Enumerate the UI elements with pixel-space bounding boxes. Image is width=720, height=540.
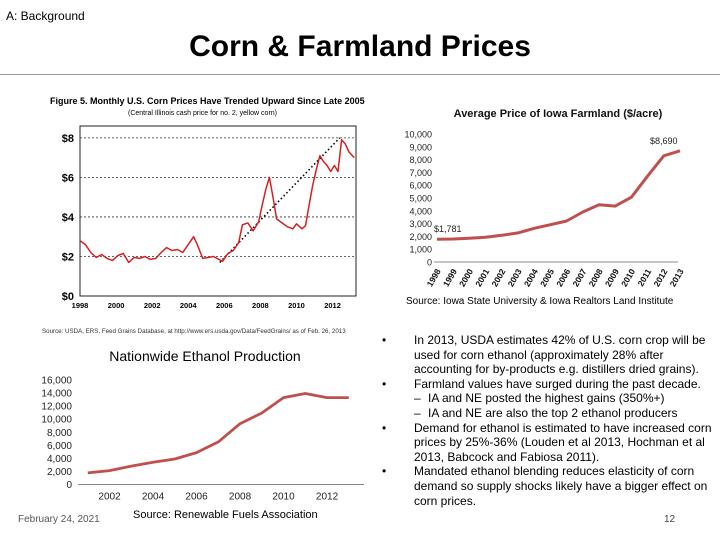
corn-y-tick-label: $0 xyxy=(61,291,74,303)
ethanol-y-tick-label: 10,000 xyxy=(41,414,72,426)
iowa-y-tick-label: 5,000 xyxy=(409,193,432,204)
corn-x-tick-label: 2008 xyxy=(252,301,269,310)
corn-chart-source: Source: USDA, ERS, Feed Grains Database, at http://www.ers.usda.gov/Data/FeedGrains/ as of Feb. 26, 2013 xyxy=(42,328,346,335)
ethanol-production-chart xyxy=(28,340,364,508)
iowa-x-tick-label: 2001 xyxy=(473,267,492,289)
bullet-item: • Mandated ethanol blending reduces elasticity of corn demand so supply shocks likely have a bigger effect on corn prices. xyxy=(382,464,712,508)
iowa-y-tick-label: 0 xyxy=(426,257,432,268)
iowa-x-tick-label: 1999 xyxy=(440,267,459,289)
section-label: A: Background xyxy=(6,9,85,23)
footer-date: February 24, 2021 xyxy=(18,514,100,525)
corn-x-tick-label: 2002 xyxy=(143,301,161,310)
iowa-data-label: $1,781 xyxy=(434,224,462,235)
iowa-y-tick-label: 7,000 xyxy=(409,167,432,178)
iowa-farmland-chart xyxy=(390,100,710,296)
slide-title: Corn & Farmland Prices xyxy=(189,30,531,63)
ethanol-chart-title: Nationwide Ethanol Production xyxy=(109,348,301,364)
iowa-chart-title: Average Price of Iowa Farmland ($/acre) xyxy=(453,108,663,120)
page-number: 12 xyxy=(664,514,676,525)
ethanol-chart-source: Source: Renewable Fuels Association xyxy=(133,509,318,521)
corn-x-tick-label: 2000 xyxy=(107,301,125,310)
bullet-list xyxy=(382,333,712,508)
ethanol-x-tick-label: 2012 xyxy=(315,491,339,503)
corn-y-tick-label: $2 xyxy=(61,251,74,264)
ethanol-y-tick-label: 2,000 xyxy=(46,466,72,478)
ethanol-y-tick-label: 8,000 xyxy=(46,427,72,439)
iowa-x-tick-label: 2006 xyxy=(554,267,573,289)
title-divider xyxy=(0,74,720,75)
iowa-x-tick-label: 2000 xyxy=(457,267,476,289)
ethanol-x-tick-label: 2002 xyxy=(98,491,121,503)
corn-x-tick-label: 2012 xyxy=(324,301,341,310)
ethanol-y-tick-label: 16,000 xyxy=(41,375,72,387)
corn-x-tick-label: 2004 xyxy=(179,301,197,310)
iowa-x-tick-label: 2013 xyxy=(667,267,686,289)
iowa-x-tick-label: 2010 xyxy=(619,267,638,289)
iowa-y-tick-label: 6,000 xyxy=(409,180,432,191)
iowa-x-tick-label: 1998 xyxy=(424,267,443,289)
corn-chart-title: Figure 5. Monthly U.S. Corn Prices Have Trended Upward Since Late 2005 xyxy=(50,96,365,106)
corn-x-tick-label: 2006 xyxy=(215,301,233,310)
iowa-y-tick-label: 3,000 xyxy=(409,219,432,230)
iowa-y-tick-label: 4,000 xyxy=(409,206,432,217)
ethanol-x-tick-label: 2006 xyxy=(185,491,208,503)
ethanol-y-tick-label: 4,000 xyxy=(46,453,72,465)
iowa-x-tick-label: 2003 xyxy=(505,267,524,289)
iowa-y-tick-label: 8,000 xyxy=(409,155,432,166)
ethanol-y-tick-label: 12,000 xyxy=(41,401,72,413)
iowa-x-tick-label: 2004 xyxy=(521,267,540,289)
iowa-y-tick-label: 2,000 xyxy=(409,231,432,242)
iowa-y-tick-label: 10,000 xyxy=(404,129,432,140)
iowa-data-label: $8,690 xyxy=(650,135,678,146)
ethanol-production-series xyxy=(88,394,349,473)
ethanol-x-tick-label: 2008 xyxy=(228,491,252,503)
ethanol-y-tick-label: 6,000 xyxy=(46,440,72,452)
iowa-x-tick-label: 2011 xyxy=(635,267,654,288)
ethanol-x-tick-label: 2010 xyxy=(272,491,295,503)
bullet-item: • Farmland values have surged during the past decade. xyxy=(382,377,712,392)
iowa-x-tick-label: 2007 xyxy=(570,267,589,289)
ethanol-y-tick-label: 0 xyxy=(66,480,72,491)
corn-x-tick-label: 2010 xyxy=(288,301,305,310)
iowa-y-tick-label: 9,000 xyxy=(409,142,432,153)
bullet-item: • Demand for ethanol is estimated to have increased corn prices by 25%-36% (Louden et al 2013, Hochman et al 2013, Babcock and Fabiosa 2011). xyxy=(382,421,712,465)
iowa-x-tick-label: 2005 xyxy=(538,267,557,289)
iowa-x-tick-label: 2009 xyxy=(602,267,621,289)
bullet-item: • In 2013, USDA estimates 42% of U.S. corn crop will be used for corn ethanol (approximately 28% after accounting for by-products e.g. distillers dried grains). xyxy=(382,333,712,377)
iowa-y-tick-label: 1,000 xyxy=(409,244,432,255)
sub-bullet-item: – IA and NE are also the top 2 ethanol producers xyxy=(382,406,712,421)
ethanol-x-tick-label: 2004 xyxy=(141,491,165,503)
iowa-x-tick-label: 2012 xyxy=(651,267,670,289)
iowa-chart-source: Source: Iowa State University & Iowa Realtors Land Institute xyxy=(406,296,674,307)
iowa-x-tick-label: 2002 xyxy=(489,267,508,289)
corn-chart-subtitle: (Central Illinois cash price for no. 2, yellow corn) xyxy=(128,110,278,117)
iowa-farmland-series xyxy=(437,151,680,239)
corn-x-tick-label: 1998 xyxy=(71,301,89,310)
corn-plot-frame xyxy=(80,126,356,296)
sub-bullet-item: – IA and NE posted the highest gains (350%+) xyxy=(382,391,712,406)
corn-price-chart xyxy=(30,92,390,338)
iowa-x-tick-label: 2008 xyxy=(586,267,605,289)
corn-y-tick-label: $6 xyxy=(61,172,74,185)
corn-y-tick-label: $4 xyxy=(61,211,74,224)
ethanol-y-tick-label: 14,000 xyxy=(41,388,72,400)
corn-y-tick-label: $8 xyxy=(61,132,74,145)
